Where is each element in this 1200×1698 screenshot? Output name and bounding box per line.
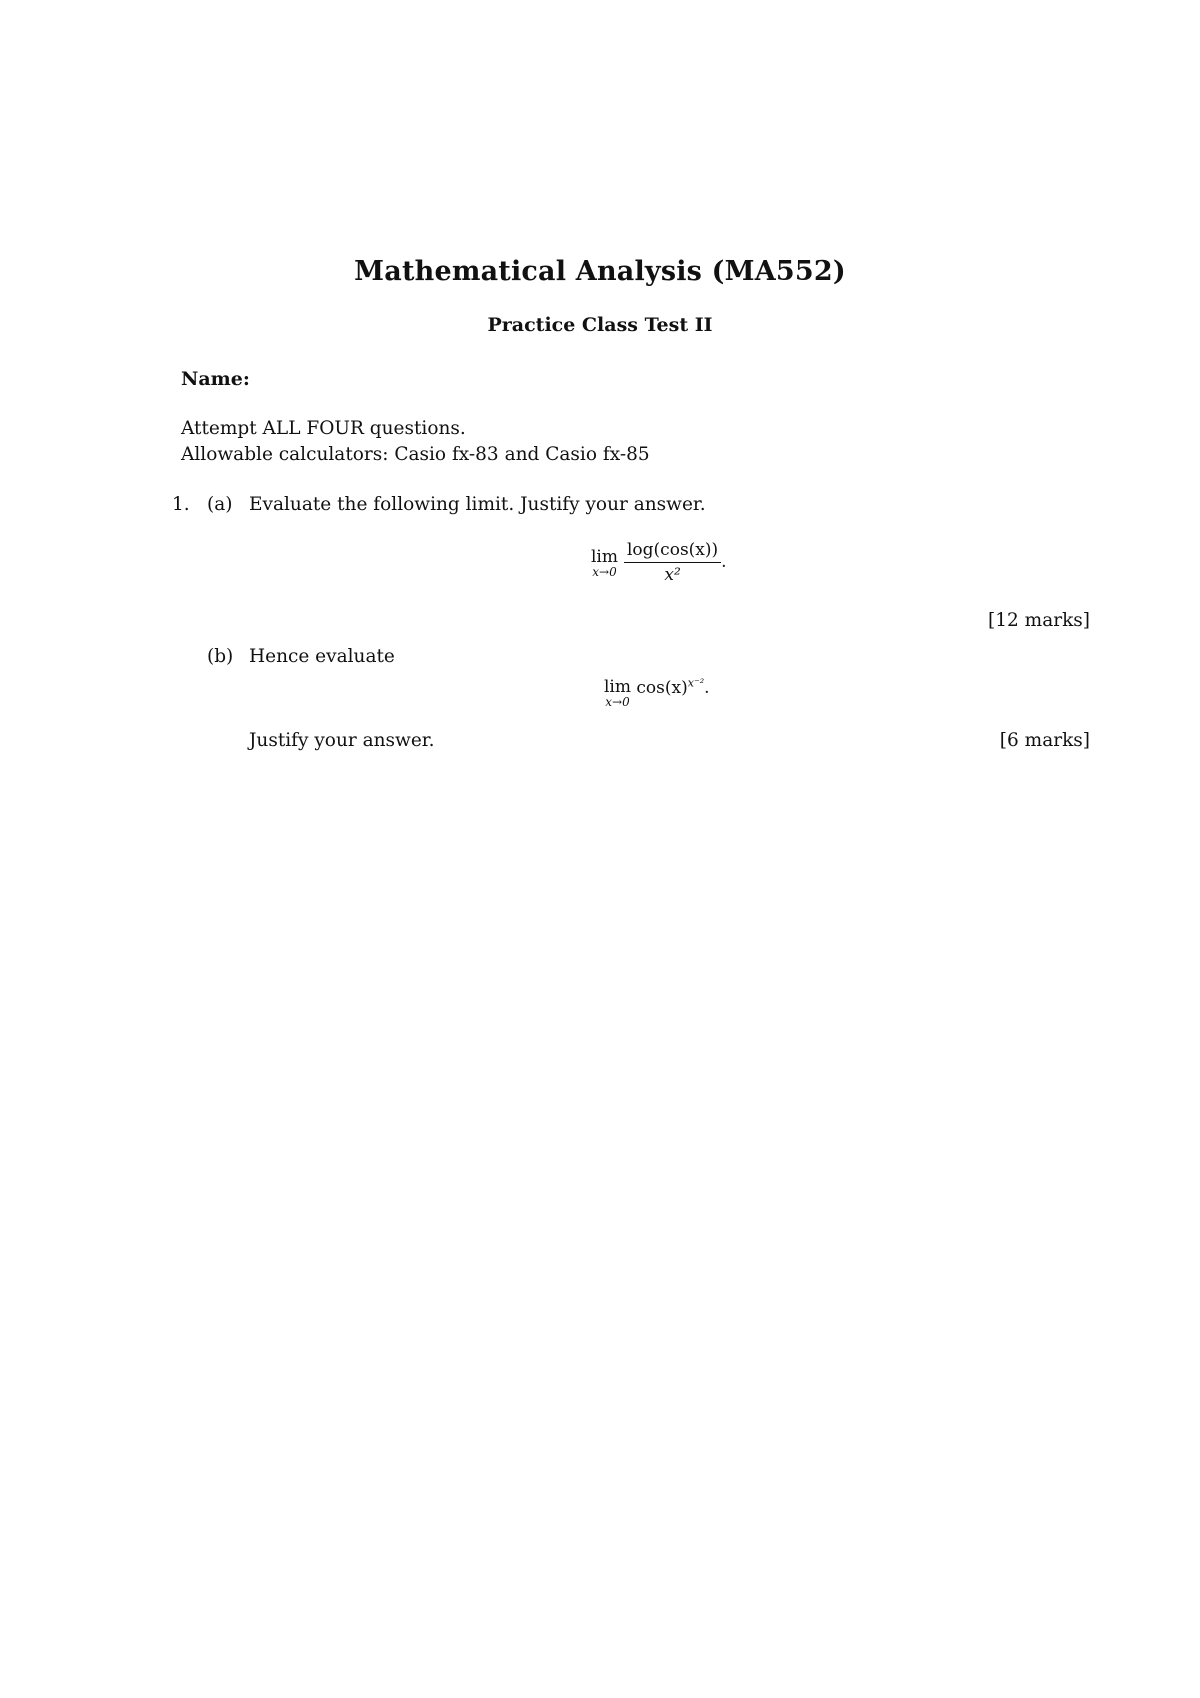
part-b-lim-word: lim (604, 677, 631, 697)
part-b-exponent: x⁻² (687, 676, 705, 689)
part-a-marks: [12 marks] (988, 610, 1090, 631)
part-a-limit-expression (591, 540, 727, 585)
part-b-marks: [6 marks] (999, 730, 1090, 751)
part-b-period: . (704, 677, 710, 698)
part-b-expression (636, 678, 709, 698)
part-a-numerator: log(cos(x)) (624, 540, 721, 563)
part-b-lim (604, 678, 631, 708)
page-title: Mathematical Analysis (MA552) (354, 256, 846, 287)
part-b-text: Hence evaluate (249, 646, 395, 667)
part-a-lim-sub: x→0 (592, 564, 617, 579)
part-b-justify: Justify your answer. (249, 730, 435, 751)
part-a-text: Evaluate the following limit. Justify your answer. (249, 494, 706, 515)
part-b-cos: cos(x) (636, 677, 688, 698)
question-number: 1. (172, 494, 190, 515)
part-b-label: (b) (207, 646, 234, 667)
part-a-denominator: x² (664, 565, 681, 585)
part-a-fraction (624, 540, 721, 585)
part-a-period: . (721, 552, 727, 572)
part-b-limit-expression (604, 678, 710, 708)
part-a-lim-word: lim (591, 546, 618, 567)
part-b-lim-sub: x→0 (605, 695, 630, 709)
instruction-line-1: Attempt ALL FOUR questions. (181, 418, 466, 439)
instruction-line-2: Allowable calculators: Casio fx-83 and Casio fx-85 (181, 444, 650, 465)
part-a-lim (591, 548, 618, 578)
part-a-label: (a) (207, 494, 233, 515)
name-label: Name: (181, 368, 250, 390)
page-subtitle: Practice Class Test II (487, 314, 713, 336)
